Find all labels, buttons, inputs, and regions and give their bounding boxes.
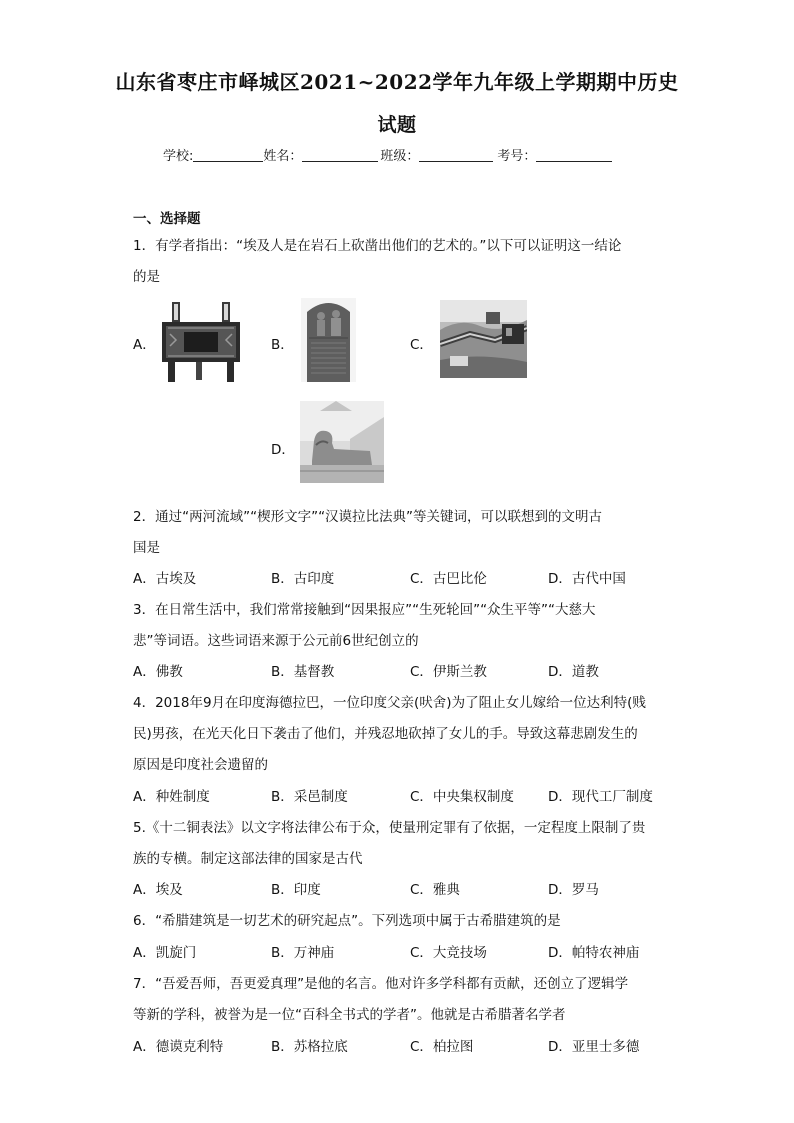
q3-option-b[interactable]: B．基督教 xyxy=(271,664,335,680)
q4-option-b[interactable]: B．采邑制度 xyxy=(271,789,348,805)
hammurabi-stele-image xyxy=(301,298,356,382)
name-label: 姓名： xyxy=(263,149,303,164)
q1-option-d-label[interactable]: D． xyxy=(271,442,295,458)
number-label: 考号： xyxy=(497,149,537,164)
q4-option-a[interactable]: A．种姓制度 xyxy=(133,789,210,805)
q6-option-b[interactable]: B．万神庙 xyxy=(271,945,335,961)
q2-stem-line2: 国是 xyxy=(133,540,160,556)
q4-options xyxy=(133,785,693,805)
school-label: 学校: xyxy=(163,149,194,164)
q3-option-d[interactable]: D．道教 xyxy=(548,664,599,680)
q5-options xyxy=(133,878,693,898)
q7-option-a[interactable]: A．德谟克利特 xyxy=(133,1039,224,1055)
q3-option-c[interactable]: C．伊斯兰教 xyxy=(410,664,487,680)
q3-stem-line1: 3．在日常生活中，我们常常接触到“因果报应”“生死轮回”“众生平等”“大慈大 xyxy=(133,602,596,618)
q3-options xyxy=(133,660,693,680)
q4-option-c[interactable]: C．中央集权制度 xyxy=(410,789,514,805)
q4-stem-line3: 原因是印度社会遗留的 xyxy=(133,757,268,773)
q7-options xyxy=(133,1035,693,1055)
page-title: 山东省枣庄市峄城区2021~2022学年九年级上学期期中历史 xyxy=(115,70,679,94)
q7-option-c[interactable]: C．柏拉图 xyxy=(410,1039,474,1055)
q6-stem-line1: 6．“希腊建筑是一切艺术的研究起点”。下列选项中属于古希腊建筑的是 xyxy=(133,913,561,929)
q4-stem-line2: 民)男孩，在光天化日下袭击了他们，并残忍地砍掉了女儿的手。导致这幕悲剧发生的 xyxy=(133,726,638,742)
q6-option-a[interactable]: A．凯旋门 xyxy=(133,945,197,961)
school-blank[interactable] xyxy=(193,147,263,162)
q5-option-b[interactable]: B．印度 xyxy=(271,882,321,898)
class-label: 班级： xyxy=(380,149,420,164)
q6-option-c[interactable]: C．大竞技场 xyxy=(410,945,487,961)
q5-option-d[interactable]: D．罗马 xyxy=(548,882,599,898)
great-wall-image xyxy=(440,300,527,378)
student-info-row xyxy=(163,145,612,164)
q4-option-d[interactable]: D．现代工厂制度 xyxy=(548,789,653,805)
page-title-continued: 试题 xyxy=(377,114,417,136)
q2-option-b[interactable]: B．古印度 xyxy=(271,571,335,587)
q5-stem-line1: 5.《十二铜表法》以文字将法律公布于众，使量刑定罪有了依据，一定程度上限制了贵 xyxy=(133,820,646,836)
q1-option-c-label[interactable]: C． xyxy=(410,337,433,353)
q2-option-a[interactable]: A．古埃及 xyxy=(133,571,197,587)
q7-stem-line1: 7．“吾爱吾师，吾更爱真理”是他的名言。他对许多学科都有贡献，还创立了逻辑学 xyxy=(133,976,629,992)
q1-stem-line2: 的是 xyxy=(133,269,160,285)
q2-options xyxy=(133,567,693,587)
class-blank[interactable] xyxy=(419,147,493,162)
q1-option-b-label[interactable]: B． xyxy=(271,337,294,353)
q7-option-d[interactable]: D．亚里士多德 xyxy=(548,1039,640,1055)
q2-option-c[interactable]: C．古巴比伦 xyxy=(410,571,487,587)
q3-stem-line2: 悲”等词语。这些词语来源于公元前6世纪创立的 xyxy=(133,633,419,649)
sphinx-image xyxy=(300,401,384,483)
q1-option-a-label[interactable]: A． xyxy=(133,337,156,353)
q5-option-a[interactable]: A．埃及 xyxy=(133,882,183,898)
bronze-ding-image xyxy=(158,298,244,384)
q2-option-d[interactable]: D．古代中国 xyxy=(548,571,626,587)
q6-option-d[interactable]: D．帕特农神庙 xyxy=(548,945,640,961)
number-blank[interactable] xyxy=(536,147,612,162)
q1-stem-line1: 1．有学者指出：“埃及人是在岩石上砍凿出他们的艺术的。”以下可以证明这一结论 xyxy=(133,238,622,254)
q5-option-c[interactable]: C．雅典 xyxy=(410,882,460,898)
q7-option-b[interactable]: B．苏格拉底 xyxy=(271,1039,348,1055)
q3-option-a[interactable]: A．佛教 xyxy=(133,664,183,680)
q7-stem-line2: 等新的学科，被誉为是一位“百科全书式的学者”。他就是古希腊著名学者 xyxy=(133,1007,566,1023)
name-blank[interactable] xyxy=(302,147,378,162)
q2-stem-line1: 2．通过“两河流域”“楔形文字”“汉谟拉比法典”等关键词，可以联想到的文明古 xyxy=(133,509,603,525)
q6-options xyxy=(133,941,693,961)
section-title: 一、选择题 xyxy=(133,211,201,227)
q5-stem-line2: 族的专横。制定这部法律的国家是古代 xyxy=(133,851,363,867)
q4-stem-line1: 4．2018年9月在印度海德拉巴，一位印度父亲(吠舍)为了阻止女儿嫁给一位达利特(贱 xyxy=(133,695,646,711)
